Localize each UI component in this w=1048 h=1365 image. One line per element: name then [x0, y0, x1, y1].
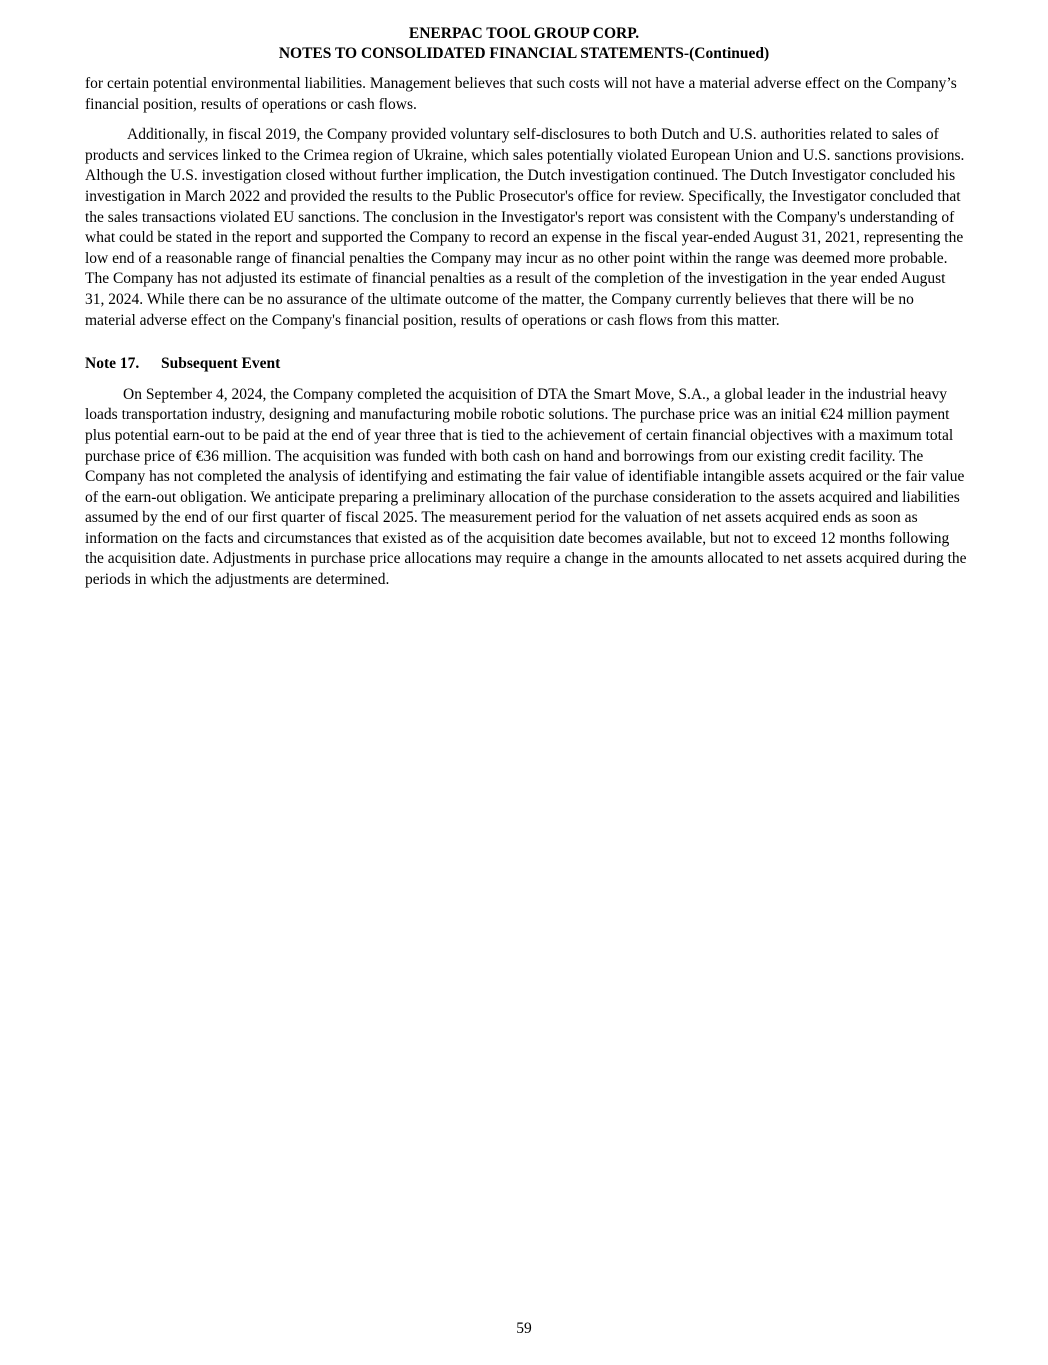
company-name: ENERPAC TOOL GROUP CORP. — [408, 25, 640, 42]
page-header — [0, 24, 1048, 64]
note-number: Note 17. — [85, 355, 140, 373]
page-number: 59 — [516, 1320, 532, 1337]
paragraph-environmental-continued: for certain potential environmental liabilities. Management believes that such costs will not have a material adverse effect on the Company’s financial position, results of operations or cash flows. — [85, 75, 957, 113]
paragraph-subsequent-event: On September 4, 2024, the Company completed the acquisition of DTA the Smart Move, S.A., a global leader in the industrial heavy loads transportation industry, designing and manufacturing mobile robotic solutions. The purchase price was an initial €24 million payment plus potential earn-out to be paid at the end of year three that is tied to the achievement of certain financial objectives with a maximum total purchase price of €36 million. The acquisition was funded with both cash on hand and borrowings from our existing credit facility. The Company has not completed the analysis of identifying and estimating the fair value of identifiable intangible assets acquired or the fair value of the earn-out obligation. We anticipate preparing a preliminary allocation of the purchase consideration to the assets acquired and liabilities assumed by the end of our first quarter of fiscal 2025. The measurement period for the valuation of net assets acquired ends as soon as information on the facts and circumstances that existed as of the acquisition date becomes available, but not to exceed 12 months following the acquisition date. Adjustments in purchase price allocations may require a change in the amounts allocated to net assets acquired during the periods in which the adjustments are determined. — [85, 385, 967, 589]
note-title: Subsequent Event — [161, 355, 281, 373]
paragraph-sanctions-disclosure: Additionally, in fiscal 2019, the Company provided voluntary self-disclosures to both Dutch and U.S. authorities related to sales of products and services linked to the Crimea region of Ukraine, which sales potentially violated European Union and U.S. sanctions provisions. Although the U.S. investigation closed without further implication, the Dutch investigation continued. The Dutch Investigator concluded his investigation in March 2022 and provided the results to the Public Prosecutor's office for review. Specifically, the Investigator concluded that the sales transactions violated EU sanctions. The conclusion in the Investigator's report was consistent with the Company's understanding of what could be stated in the report and supported the Company to record an expense in the fiscal year-ended August 31, 2021, representing the low end of a reasonable range of financial penalties the Company may incur as no other point within the range was deemed more probable. The Company has not adjusted its estimate of financial penalties as a result of the completion of the investigation in the year ended August 31, 2024. While there can be no assurance of the ultimate outcome of the matter, the Company currently believes that there will be no material adverse effect on the Company's financial position, results of operations or cash flows from this matter. — [85, 126, 965, 329]
document-body — [85, 74, 967, 591]
note-17-heading — [85, 354, 967, 375]
section-title: NOTES TO CONSOLIDATED FINANCIAL STATEMENTS-(Continued) — [278, 45, 770, 62]
